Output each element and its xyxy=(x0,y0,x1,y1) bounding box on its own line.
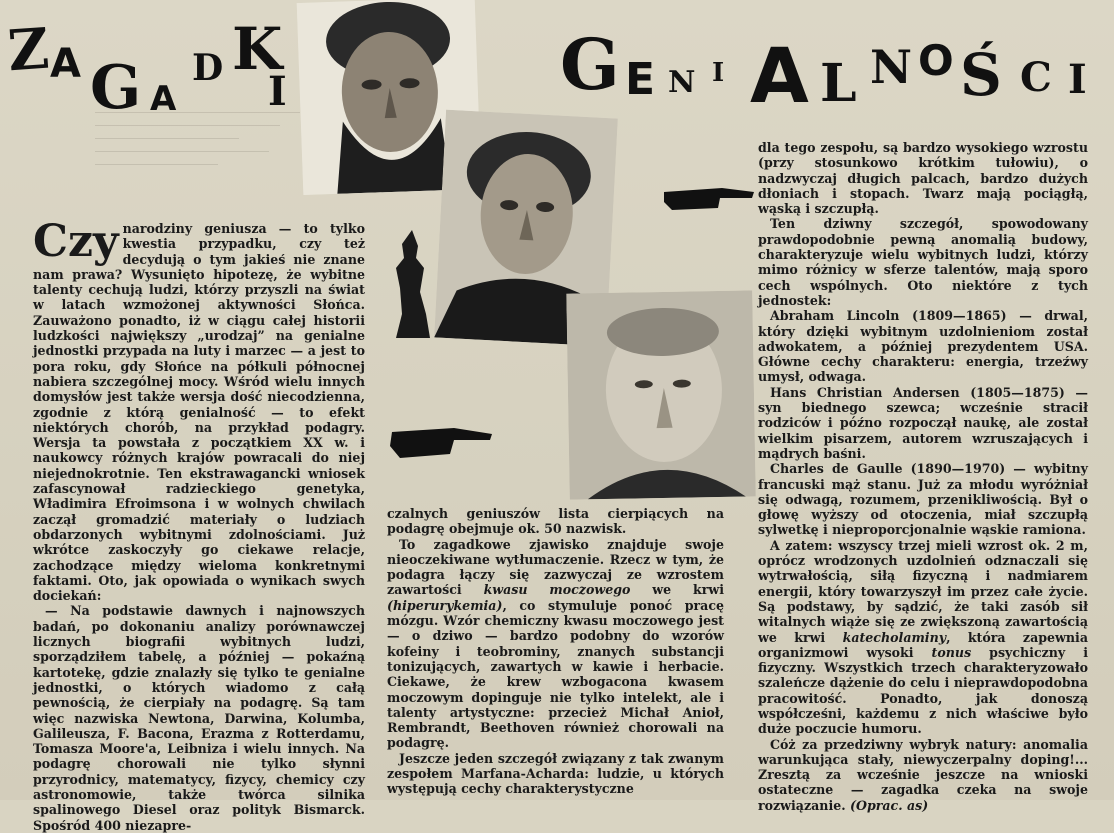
intro-text: narodziny geniusza — to tylko kwestia przypadku, czy też decydują o tym jakieś nie znane nam prawa? Wysunięto hipotezę, że wybitne talenty cechują ludzi, którzy przyszli na świat w latach wzmożonej aktywności Słońca. Zauważono ponadto, iż w ciągu całej historii ludzkości największy „urodzaj” na genialne jednostki przypada na luty i marzec — a jest to pora roku, gdy Słońce na półkuli północnej nabiera szczególnej mocy. Wśród wielu innych domysłów jest także wersja dość niecodzienna, zgodnie z którą genialność — to efekt niektórych chorób, na przykład podagry. Wersja ta powstała z początkiem XX w. i naukowcy różnych krajów powracali do niej niejednokrotnie. Ten ekstrawagancki wniosek zafascynował radzieckiego genetyka, Władimira Efroimsona i w wolnych chwilach zaczął gromadzić materiały o ludziach obdarzonych wybitnymi zdolnościami. Już wkrótce zaskoczyły go ciekawe relacje, zachodzące między wieloma konkretnymi faktami. Oto, jak opowiada o wynikach swych dociekań: xyxy=(33,221,365,604)
pointing-hand-right-middle xyxy=(388,418,494,462)
column-left xyxy=(33,216,365,833)
column-right xyxy=(758,140,1088,813)
title-letter: Ś xyxy=(960,41,1002,109)
title-letter: Z xyxy=(5,15,52,85)
title-letter: I xyxy=(712,58,725,88)
body-paragraph: czalnych geniuszów lista cierpiących na podagrę obejmuje ok. 50 nazwisk. xyxy=(387,506,724,537)
title-letter: C xyxy=(1020,54,1052,101)
profile-de-gaulle: Charles de Gaulle (1890—1970) — wybitny francuski mąż stanu. Już za młodu wyróżniał się odwagą, rozumem, przenikliwością. Był o głowę wyższy od otoczenia, miał szczupłą sylwetkę i nieproporcjonalnie wąskie ramiona. xyxy=(758,461,1088,538)
title-letter: A xyxy=(750,31,809,120)
title-letter: I xyxy=(1068,56,1087,103)
closing-paragraph: Cóż za przedziwny wybryk natury: anomalia warunkująca stały, niewyczerpalny doping!... Zresztą za wcześnie jeszcze na wnioski ostateczne — zagadka czeka na swoje rozwiązanie. (Oprac. as) xyxy=(758,736,1088,813)
body-paragraph: Jeszcze jeden szczegół związany z tak zwanym zespołem Marfana-Acharda: ludzie, u których występują cechy charakterystyczne xyxy=(387,750,724,797)
body-paragraph: dla tego zespołu, są bardzo wysokiego wzrostu (przy stosunkowo krótkim tułowiu), o nadzwyczaj długich palcach, bardzo dużych dłoniach i stopach. Twarz mają pociągłą, wąską i szczupłą. xyxy=(758,140,1088,217)
title-letter: D xyxy=(192,47,224,89)
column-middle xyxy=(387,506,724,797)
person-name: Charles de Gaulle xyxy=(770,461,903,477)
title-letter: G xyxy=(90,53,142,123)
pointing-hand-right-top xyxy=(662,182,756,214)
profile-andersen: Hans Christian Andersen (1805—1875) — syn biednego szewca; wcześnie stracił rodziców i późno rozpoczął naukę, ale został wielkim pisarzem, autorem wzruszających i mądrych baśni. xyxy=(758,384,1088,461)
title-letter: I xyxy=(268,68,287,115)
quote-paragraph: — Na podstawie dawnych i najnowszych badań, po dokonaniu analizy porównawczej licznych biografii wybitnych ludzi, sporządziłem tabelę, a później — pokaźną kartotekę, gdzie znalazły się tylko te genialne jednostki, o których wiadomo z całą pewnością, że cierpiały na podagrę. Są tam więc nazwiska Newtona, Darwina, Kolumba, Galileusza, F. Bacona, Erazma z Rotterdamu, Tomasza Moore'a, Leibniza i wielu innych. Na podagrę chorowali nie tylko słynni przyrodnicy, matematycy, fizycy, chemicy czy astronomowie, także twórca silnika spalinowego Diesel oraz polityk Bismarck. Spośród 400 niezapre- xyxy=(33,603,365,833)
title-letter: L xyxy=(820,53,857,114)
person-name: Abraham Lincoln xyxy=(770,308,900,324)
title-letter: K xyxy=(232,15,283,83)
author-credit: (Oprac. as) xyxy=(850,797,929,813)
person-name: Hans Christian Andersen xyxy=(770,384,960,400)
title-letter: O xyxy=(918,36,954,85)
title-letter: A xyxy=(150,79,177,119)
body-paragraph: A zatem: wszyscy trzej mieli wzrost ok. 2 m, oprócz wrodzonych uzdolnień odznaczali się wytrwałością, siłą fizyczną i nadmiarem energii, który towarzyszył im przez całe życie. Są podstawy, by sądzić, że taki zasób sił witalnych wiąże się ze zwiększoną zawartością we krwi katecholaminy, która zapewnia organizmowi wysoki tonus psychiczny i fizyczny. Wszystkich trzech charakteryzowało szaleńcze dążenie do celu i nieprawdopodobna pracowitość. Ponadto, jak donoszą współcześni, każdemu z nich właściwe było duże poczucie humoru. xyxy=(758,537,1089,737)
drop-cap: Czy xyxy=(33,216,119,267)
figure-silhouette xyxy=(390,228,436,340)
title-letter: N xyxy=(668,65,696,100)
title-letter: E xyxy=(625,54,656,105)
portrait-photo-de-gaulle xyxy=(566,290,756,499)
body-paragraph: Ten dziwny szczegół, spowodowany prawdopodobnie pewną anomalią budowy, charakteryzuje wielu wybitnych ludzi, którzy mimo różnicy w sferze talentów, mają sporo cech wspólnych. Oto niektóre z tych jednostek: xyxy=(758,216,1088,308)
title-letter: A xyxy=(50,41,81,87)
profile-lincoln: Abraham Lincoln (1809—1865) — drwal, który dzięki wybitnym uzdolnieniom został adwokatem, a później prezydentem USA. Główne cechy charakteru: energia, trzeźwy umysł, odwaga. xyxy=(758,308,1088,385)
title-letter: G xyxy=(560,23,620,106)
body-paragraph: To zagadkowe zjawisko znajduje swoje nieoczekiwane wytłumaczenie. Rzecz w tym, że podagra łączy się zazwyczaj ze wzrostem zawartości kwasu moczowego we krwi (hiperurykemia), co stymuluje ponoć pracę mózgu. Wzór chemiczny kwasu moczowego jest — o dziwo — bardzo podobny do wzorów kofeiny i teobrominy, znanych substancji tonizujących, zawartych w kawie i herbacie. Ciekawe, że krew wzbogacona kwasem moczowym dopinguje nie tylko intelekt, ale i talenty artystyczne: przecież Michał Anioł, Rembrandt, Beethoven również chorowali na podagrę. xyxy=(387,536,724,751)
title-letter: N xyxy=(870,40,913,94)
intro-paragraph xyxy=(33,216,365,604)
